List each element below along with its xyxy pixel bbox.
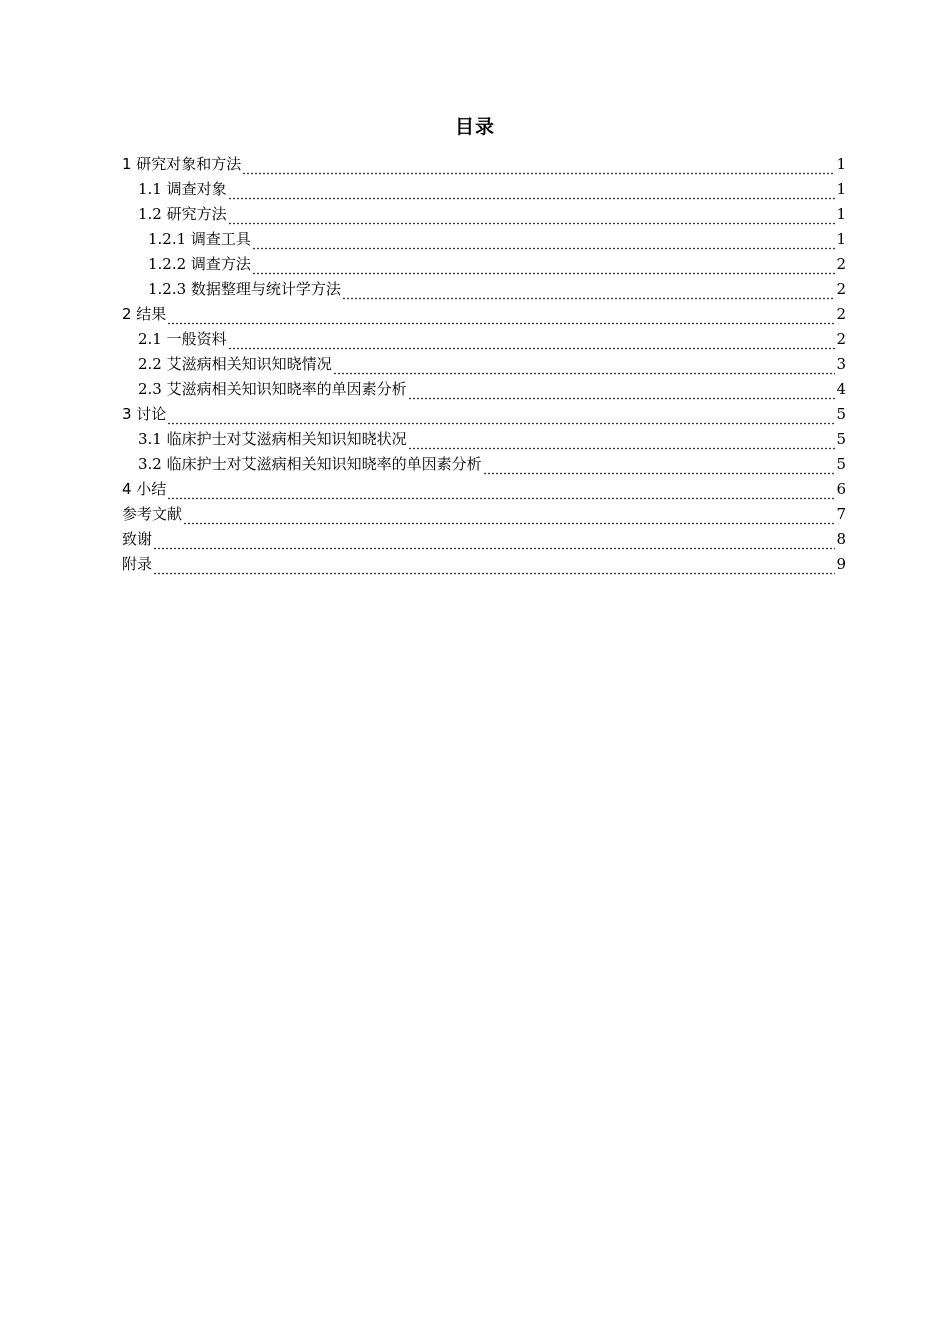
dot-leader (228, 185, 836, 200)
toc-entry-label: 3.1 临床护士对艾滋病相关知识知晓状况 (138, 430, 407, 448)
toc-page-number: 4 (836, 380, 846, 398)
dot-leader (242, 160, 835, 175)
toc-page-number: 8 (836, 530, 846, 548)
toc-entry-label: 参考文献 (122, 505, 183, 523)
page-title: 目录 (454, 116, 495, 138)
toc-entry-label: 4 小结 (122, 480, 167, 498)
toc-entry-label: 2.3 艾滋病相关知识知晓率的单因素分析 (138, 380, 407, 398)
toc-page-number: 9 (836, 555, 846, 573)
toc-entry-label: 2.1 一般资料 (138, 330, 227, 348)
toc-entry[interactable] (122, 277, 846, 302)
dot-leader (408, 435, 836, 450)
toc-entry[interactable] (122, 552, 846, 577)
toc-entry-label: 1.2.3 数据整理与统计学方法 (148, 280, 341, 298)
toc-entry-label: 2.2 艾滋病相关知识知晓情况 (138, 355, 332, 373)
toc-entry-label: 致谢 (122, 530, 153, 548)
toc-entry[interactable] (122, 177, 846, 202)
toc-entry-label: 3 讨论 (122, 405, 167, 423)
toc-entry[interactable] (122, 377, 846, 402)
dot-leader (252, 235, 836, 250)
table-of-contents (122, 152, 846, 577)
toc-page-number: 1 (836, 230, 846, 248)
toc-entry[interactable] (122, 352, 846, 377)
dot-leader (228, 210, 836, 225)
toc-page-number: 6 (836, 480, 846, 498)
toc-entry[interactable] (122, 327, 846, 352)
toc-entry[interactable] (122, 227, 846, 252)
dot-leader (228, 335, 836, 350)
toc-entry[interactable] (122, 452, 846, 477)
toc-entry-label: 1.1 调查对象 (138, 180, 227, 198)
dot-leader (252, 260, 836, 275)
toc-page-number: 2 (836, 255, 846, 273)
toc-page-number: 2 (836, 280, 846, 298)
dot-leader (333, 360, 836, 375)
toc-entry-label: 3.2 临床护士对艾滋病相关知识知晓率的单因素分析 (138, 455, 482, 473)
toc-entry[interactable] (122, 527, 846, 552)
toc-entry[interactable] (122, 252, 846, 277)
toc-entry[interactable] (122, 402, 846, 427)
dot-leader (167, 485, 835, 500)
toc-entry[interactable] (122, 202, 846, 227)
toc-entry-label: 1.2.1 调查工具 (148, 230, 251, 248)
toc-entry[interactable] (122, 302, 846, 327)
toc-page-number: 1 (836, 180, 846, 198)
toc-page-number: 2 (836, 330, 846, 348)
dot-leader (153, 535, 835, 550)
toc-entry-label: 附录 (122, 555, 153, 573)
toc-page-number: 5 (836, 430, 846, 448)
toc-entry[interactable] (122, 152, 846, 177)
dot-leader (408, 385, 836, 400)
toc-page-number: 3 (836, 355, 846, 373)
dot-leader (167, 410, 835, 425)
toc-entry[interactable] (122, 477, 846, 502)
toc-page-number: 1 (836, 155, 846, 173)
toc-page-number: 1 (836, 205, 846, 223)
toc-entry-label: 1 研究对象和方法 (122, 155, 242, 173)
toc-page-number: 5 (836, 455, 846, 473)
toc-entry-label: 1.2.2 调查方法 (148, 255, 251, 273)
dot-leader (153, 560, 835, 575)
toc-entry[interactable] (122, 427, 846, 452)
dot-leader (183, 510, 835, 525)
toc-page-number: 7 (836, 505, 846, 523)
dot-leader (167, 310, 835, 325)
dot-leader (483, 460, 836, 475)
toc-entry-label: 2 结果 (122, 305, 167, 323)
toc-entry[interactable] (122, 502, 846, 527)
toc-entry-label: 1.2 研究方法 (138, 205, 227, 223)
dot-leader (342, 285, 836, 300)
toc-page-number: 5 (836, 405, 846, 423)
toc-page-number: 2 (836, 305, 846, 323)
